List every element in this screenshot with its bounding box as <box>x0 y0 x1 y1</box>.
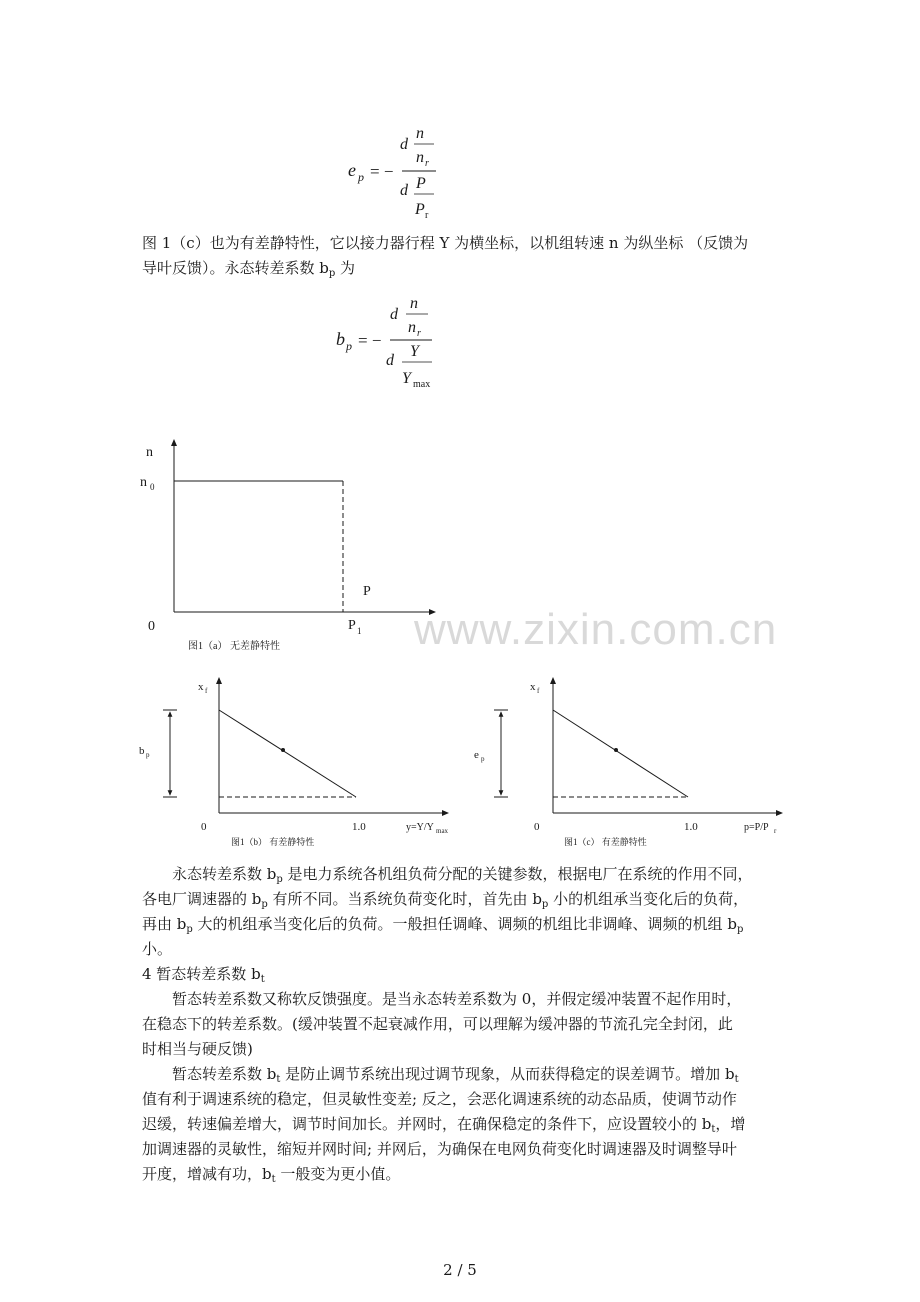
ep-den-Pr: P <box>415 201 425 218</box>
ep-den-r: r <box>425 210 429 221</box>
ep-lhs-sub: p <box>358 170 364 184</box>
bp-den-d: d <box>386 352 394 369</box>
formula-ep <box>330 120 470 234</box>
bp-den-Y: Y <box>410 343 419 360</box>
fig-b-characteristic-line <box>219 710 356 797</box>
ep-equals: = − <box>370 162 394 181</box>
ep-num-d: d <box>400 136 408 153</box>
formula-bp <box>318 290 468 404</box>
paragraph-4-line-5: 开度，增减有功，$b_t$ 一般变为更小值。 <box>142 1165 401 1185</box>
paragraph-2-line-3: 再由 $b_p$ 大的机组承当变化后的负荷。一般担任调峰、调频的机组比非调峰、调频的机组 $b_p$ <box>142 915 744 935</box>
bp-num-nr: n <box>408 319 416 336</box>
ep-num-n: n <box>416 125 424 142</box>
paragraph-4-line-4: 加调速器的灵敏性，缩短并网时间; 并网后，为确保在电网负荷变化时调速器及时调整导叶 <box>142 1140 737 1158</box>
bp-num-n: n <box>410 295 418 312</box>
figure-1a <box>130 430 450 664</box>
fig-c-left-label: e <box>474 749 479 761</box>
paragraph-4-line-2: 值有利于调速系统的稳定，但灵敏性变差; 反之，会恶化调速系统的动态品质，使调节动作 <box>142 1090 737 1108</box>
fig-b-y-label: x <box>198 681 204 693</box>
fig-a-p1-sub: 1 <box>357 626 362 636</box>
paragraph-2-line-4: 小。 <box>142 940 173 958</box>
fig-c-x-tick: 1.0 <box>684 821 698 833</box>
fig-b-left-label-sub: p <box>146 751 150 759</box>
fig-b-x-tick: 1.0 <box>352 821 366 833</box>
ep-num-nr: n <box>416 149 424 166</box>
bp-lhs: b <box>336 329 345 349</box>
ep-den-P: P <box>416 175 426 192</box>
fig-c-x-label: p=P/P <box>744 822 769 833</box>
fig-c-y-label: x <box>530 681 536 693</box>
fig-a-n0: n <box>140 475 147 490</box>
fig-b-operating-point <box>281 748 285 752</box>
fig-b-x-label-sub: max <box>436 827 449 835</box>
bp-lhs-sub: p <box>346 339 352 353</box>
paragraph-3-line-2: 在稳态下的转差系数。(缓冲装置不起衰减作用，可以理解为缓冲器的节流孔完全封闭，此 <box>142 1015 733 1033</box>
watermark: www.zixin.com.cn <box>414 605 778 654</box>
fig-b-origin: 0 <box>201 821 207 833</box>
fig-b-y-label-sub: f <box>205 687 208 695</box>
figure-1c <box>464 670 794 859</box>
ep-den-d: d <box>400 182 408 199</box>
fig-a-y-label: n <box>146 445 153 460</box>
fig-a-n0-sub: 0 <box>150 482 155 492</box>
fig-a-p1: P <box>348 618 356 633</box>
bp-den-Ymax: Y <box>402 370 411 387</box>
fig-c-caption: 图1（c） 有差静特性 <box>564 837 647 847</box>
fig-b-x-label: y=Y/Y <box>406 822 434 833</box>
fig-c-characteristic-line <box>553 710 688 797</box>
paragraph-1-line-1: 图 1（c）也为有差静特性，它以接力器行程 Y 为横坐标，以机组转速 n 为纵坐标 （反馈为 <box>142 234 749 252</box>
fig-c-x-label-sub: r <box>774 827 777 835</box>
fig-c-origin: 0 <box>534 821 540 833</box>
fig-c-operating-point <box>614 748 618 752</box>
bp-den-max: max <box>413 379 431 390</box>
paragraph-4-line-3: 迟缓，转速偏差增大，调节时间加长。并网时，在确保稳定的条件下，应设置较小的 $b_t$，增 <box>142 1115 746 1135</box>
section-heading-4: 4 暂态转差系数 $b_t$ <box>142 965 265 985</box>
paragraph-2-line-2: 各电厂调速器的 $b_p$ 有所不同。当系统负荷变化时，首先由 $b_p$ 小的机组承当变化后的负荷， <box>142 890 749 910</box>
paragraph-4-line-1: 暂态转差系数 $b_t$ 是防止调节系统出现过调节现象，从而获得稳定的误差调节。增加 $b_t$ <box>172 1065 739 1085</box>
fig-a-origin: 0 <box>148 619 155 634</box>
figure-1b <box>130 670 460 859</box>
fig-c-left-label-sub: p <box>481 755 485 763</box>
fig-b-left-label: b <box>139 745 145 757</box>
fig-b-caption: 图1（b） 有差静特性 <box>231 837 315 847</box>
page-number: 2 / 5 <box>443 1261 477 1279</box>
fig-a-caption: 图1（a） 无差静特性 <box>188 641 280 652</box>
ep-num-r: r <box>425 158 429 169</box>
paragraph-2-line-1: 永态转差系数 $b_p$ 是电力系统各机组负荷分配的关键参数，根据电厂在系统的作用不同， <box>172 865 753 885</box>
fig-c-y-label-sub: f <box>537 687 540 695</box>
fig-a-p-label: P <box>363 584 371 599</box>
paragraph-3-line-3: 时相当与硬反馈) <box>142 1040 253 1058</box>
bp-num-d: d <box>390 306 398 323</box>
paragraph-1-line-2: 导叶反馈）。永态转差系数 $b_p$ 为 <box>142 259 356 279</box>
ep-lhs: e <box>348 160 356 180</box>
bp-num-r: r <box>417 328 421 339</box>
bp-equals: = − <box>358 331 382 350</box>
paragraph-3-line-1: 暂态转差系数又称软反馈强度。是当永态转差系数为 0，并假定缓冲装置不起作用时， <box>172 990 742 1008</box>
